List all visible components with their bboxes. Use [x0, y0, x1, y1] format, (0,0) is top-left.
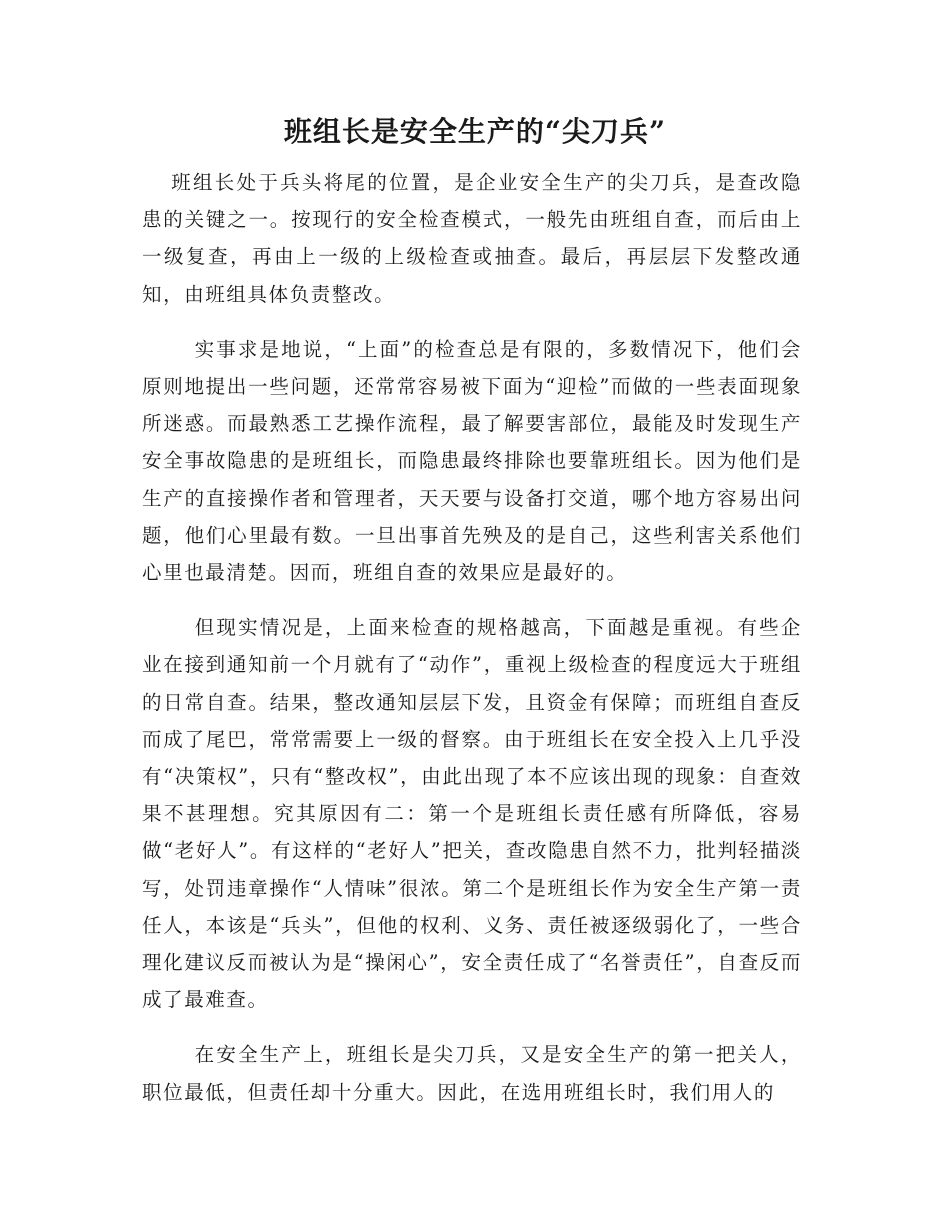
paragraph-4: 在安全生产上，班组长是尖刀兵，又是安全生产的第一把关人，职位最低，但责任却十分重大。因此，在选用班组长时，我们用人的	[142, 1043, 802, 1104]
paragraph-2: 实事求是地说，“上面”的检查总是有限的，多数情况下，他们会原则地提出一些问题，还常常容易被下面为“迎检”而做的一些表面现象所迷惑。而最熟悉工艺操作流程，最了解要害部位，最能及时发现生产安全事故隐患的是班组长，而隐患最终排除也要靠班组长。因为他们是生产的直接操作者和管理者，天天要与设备打交道，哪个地方容易出问题，他们心里最有数。一旦出事首先殃及的是自己，这些利害关系他们心里也最清楚。因而，班组自查的效果应是最好的。	[142, 337, 802, 585]
document-body	[142, 164, 802, 1111]
document-title: 班组长是安全生产的“尖刀兵”	[283, 115, 667, 148]
paragraph-1: 班组长处于兵头将尾的位置，是企业安全生产的尖刀兵，是查改隐患的关键之一。按现行的安全检查模式，一般先由班组自查，而后由上一级复查，再由上一级的上级检查或抽查。最后，再层层下发整改通知，由班组具体负责整改。	[142, 171, 802, 306]
paragraph-3: 但现实情况是，上面来检查的规格越高，下面越是重视。有些企业在接到通知前一个月就有了“动作”，重视上级检查的程度远大于班组的日常自查。结果，整改通知层层下发，且资金有保障；而班组自查反而成了尾巴，常常需要上一级的督察。由于班组长在安全投入上几乎没有“决策权”，只有“整改权”，由此出现了本不应该出现的现象：自查效果不甚理想。究其原因有二：第一个是班组长责任感有所降低，容易做“老好人”。有这样的“老好人”把关，查改隐患自然不力，批判轻描淡写，处罚违章操作“人情味”很浓。第二个是班组长作为安全生产第一责任人，本该是“兵头”，但他的权利、义务、责任被逐级弱化了，一些合理化建议反而被认为是“操闲心”，安全责任成了“名誉责任”，自查反而成了最难查。	[142, 616, 802, 1012]
